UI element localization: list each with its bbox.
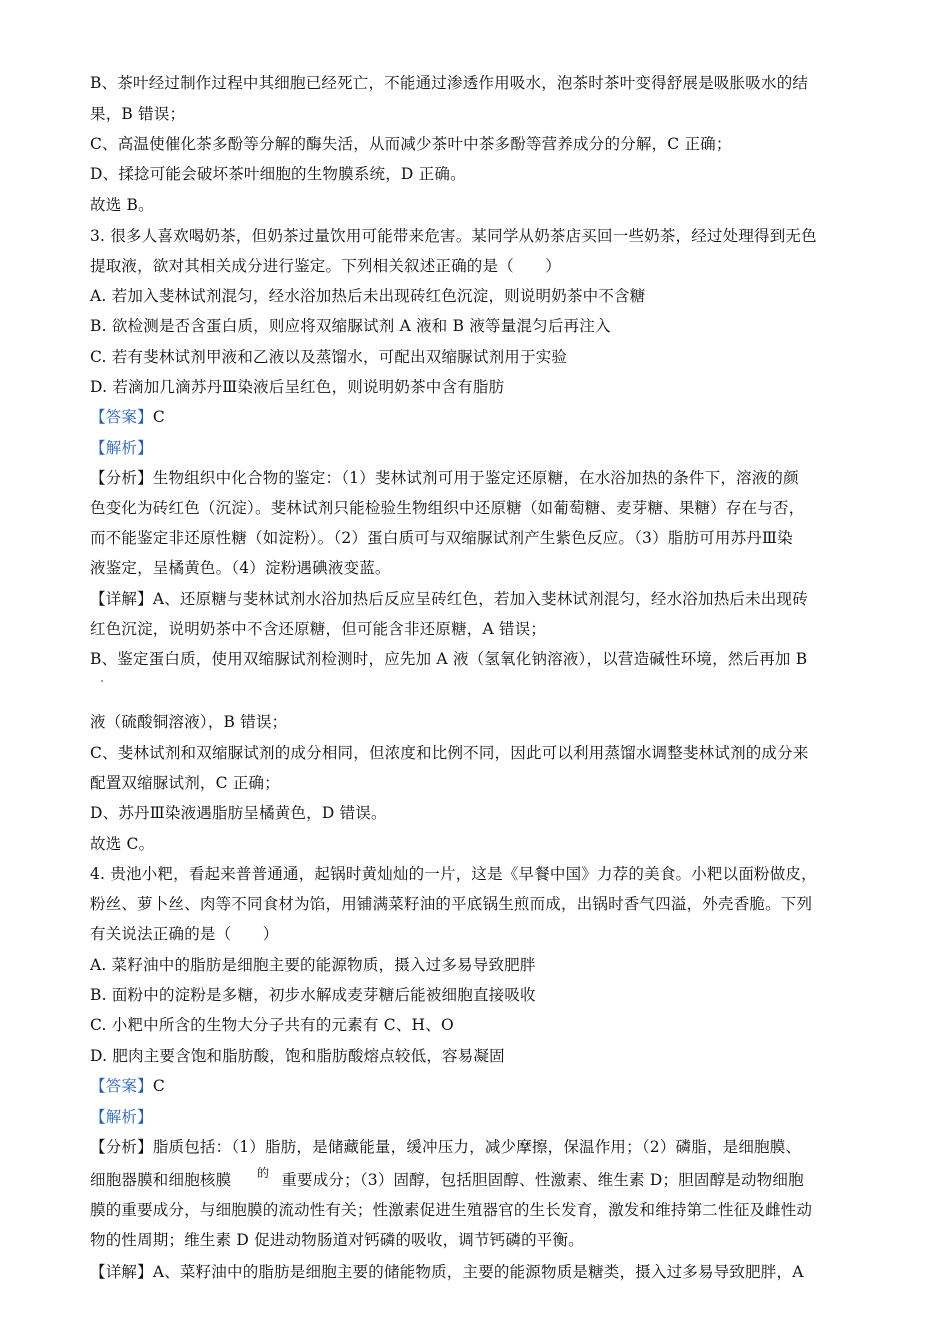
text-line: 液（硫酸铜溶液），B 错误； (90, 713, 288, 731)
superscript-de: 的 (257, 1166, 270, 1180)
question-3-stem-cont: 提取液，欲对其相关成分进行鉴定。下列相关叙述正确的是（ ） (90, 257, 562, 275)
option-c: C. 小粑中所含的生物大分子共有的元素有 C、H、O (90, 1016, 454, 1034)
question-4-stem-cont: 有关说法正确的是（ ） (90, 925, 279, 943)
section-tag: 【详解】 (90, 1263, 153, 1281)
stray-dot (101, 680, 103, 682)
option-a: A. 菜籽油中的脂肪是细胞主要的能源物质，摄入过多易导致肥胖 (90, 956, 536, 974)
answer-value: C (152, 1077, 165, 1095)
answer-line (90, 1076, 165, 1096)
text-line: 膜的重要成分，与细胞膜的流动性有关；性激素促进生殖器官的生长发育，激发和维持第二性征及雌性动 (90, 1201, 813, 1219)
answer-tag: 【答案】 (90, 1077, 153, 1095)
analysis-tag: 【解析】 (90, 1108, 153, 1126)
text-line: 液鉴定，呈橘黄色。（4）淀粉遇碘液变蓝。 (90, 559, 391, 577)
text-line: 故选 B。 (90, 196, 154, 214)
option-b: B. 欲检测是否含蛋白质，则应将双缩脲试剂 A 液和 B 液等量混匀后再注入 (90, 317, 611, 335)
answer-line (90, 407, 165, 427)
text-line: D、苏丹Ⅲ染液遇脂肪呈橘黄色，D 错误。 (90, 804, 387, 822)
analysis-line (90, 1107, 153, 1127)
text-line (90, 1262, 804, 1282)
text-line (90, 589, 808, 609)
text-line: 而不能鉴定非还原性糖（如淀粉）。（2）蛋白质可与双缩脲试剂产生紫色反应。（3）脂肪可用苏丹Ⅲ染 (90, 529, 793, 547)
text-line: 物的性周期；维生素 D 促进动物肠道对钙磷的吸收，调节钙磷的平衡。 (90, 1231, 584, 1249)
question-4-stem-cont: 粉丝、萝卜丝、肉等不同食材为馅，用铺满菜籽油的平底锅生煎而成，出锅时香气四溢，外壳香脆。下列 (90, 895, 813, 913)
section-tag: 【分析】 (90, 469, 153, 487)
text-line: C、高温使催化茶多酚等分解的酶失活，从而减少茶叶中茶多酚等营养成分的分解，C 正确； (90, 135, 732, 153)
text-line (90, 1137, 801, 1157)
text-span: 细胞器膜和细胞核膜 (90, 1171, 232, 1189)
text-line: D、揉捻可能会破坏茶叶细胞的生物膜系统，D 正确。 (90, 165, 466, 183)
analysis-line (90, 438, 153, 458)
text-line: B、鉴定蛋白质，使用双缩脲试剂检测时，应先加 A 液（氢氧化钠溶液），以营造碱性环境，然后再加 B (90, 650, 808, 668)
text-span: 重要成分；（3）固醇，包括胆固醇、性激素、维生素 D；胆固醇是动物细胞 (281, 1171, 804, 1189)
text-line (90, 468, 799, 488)
text-line: C、斐林试剂和双缩脲试剂的成分相同，但浓度和比例不同，因此可以利用蒸馏水调整斐林试剂的成分来 (90, 744, 809, 762)
text-line (90, 1170, 804, 1190)
option-a: A. 若加入斐林试剂混匀，经水浴加热后未出现砖红色沉淀，则说明奶茶中不含糖 (90, 287, 646, 305)
option-d: D. 若滴加几滴苏丹Ⅲ染液后呈红色，则说明奶茶中含有脂肪 (90, 378, 505, 396)
question-4-stem: 4. 贵池小粑，看起来普普通通，起锅时黄灿灿的一片，这是《早餐中国》力荐的美食。小粑以面粉做皮， (90, 865, 817, 883)
option-b: B. 面粉中的淀粉是多糖，初步水解成麦芽糖后能被细胞直接吸收 (90, 986, 536, 1004)
answer-value: C (152, 408, 165, 426)
question-3-stem: 3. 很多人喜欢喝奶茶，但奶茶过量饮用可能带来危害。某同学从奶茶店买回一些奶茶，经过处理得到无色 (90, 227, 817, 245)
text-line: 红色沉淀，说明奶茶中不含还原糖，但可能含非还原糖，A 错误； (90, 620, 547, 638)
answer-tag: 【答案】 (90, 408, 153, 426)
text-line: 果，B 错误； (90, 105, 186, 123)
text-span: 脂质包括：（1）脂肪，是储藏能量，缓冲压力，减少摩擦，保温作用；（2）磷脂，是细胞膜、 (152, 1138, 802, 1156)
section-tag: 【分析】 (90, 1138, 153, 1156)
text-line: 色变化为砖红色（沉淀）。斐林试剂只能检验生物组织中还原糖（如葡萄糖、麦芽糖、果糖）存在与否， (90, 499, 805, 517)
text-span: A、菜籽油中的脂肪是细胞主要的储能物质，主要的能源物质是糖类，摄入过多易导致肥胖，A (152, 1263, 804, 1281)
text-span: 生物组织中化合物的鉴定：（1）斐林试剂可用于鉴定还原糖，在水浴加热的条件下，溶液的颜 (152, 469, 799, 487)
analysis-tag: 【解析】 (90, 439, 153, 457)
section-tag: 【详解】 (90, 590, 153, 608)
text-line: 故选 C。 (90, 835, 155, 853)
text-line: 配置双缩脲试剂，C 正确； (90, 774, 280, 792)
text-span: A、还原糖与斐林试剂水浴加热后反应呈砖红色，若加入斐林试剂混匀，经水浴加热后未出现砖 (152, 590, 808, 608)
option-c: C. 若有斐林试剂甲液和乙液以及蒸馏水，可配出双缩脲试剂用于实验 (90, 348, 568, 366)
option-d: D. 肥肉主要含饱和脂肪酸，饱和脂肪酸熔点较低，容易凝固 (90, 1047, 505, 1065)
text-line: B、茶叶经过制作过程中其细胞已经死亡，不能通过渗透作用吸水，泡茶时茶叶变得舒展是吸胀吸水的结 (90, 74, 809, 92)
